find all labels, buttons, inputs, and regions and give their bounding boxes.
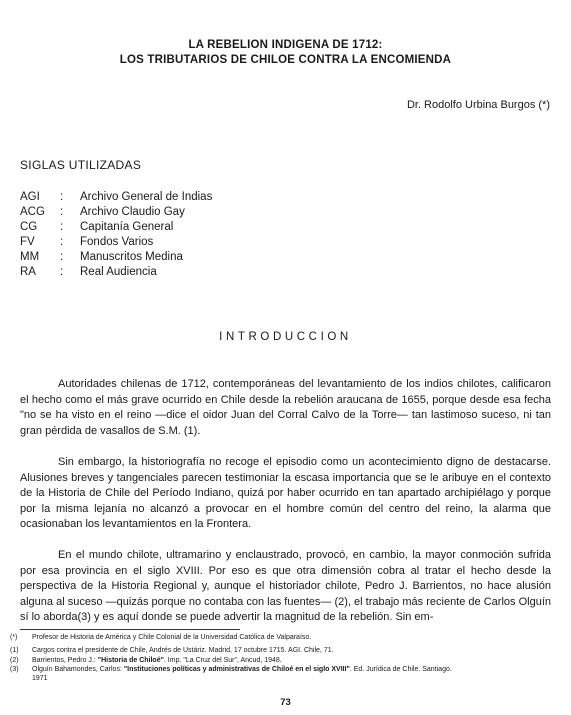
abbreviation-code: FV (20, 236, 35, 248)
footnote-title: "Instituciones políticas y administrativas de Chiloé en el siglo XVIII" (123, 666, 350, 673)
abbreviation-code: ACG (20, 206, 45, 218)
footnote-text: Barrientos, Pedro J.: (32, 657, 98, 664)
footnote-text-end: . Imp. "La Cruz del Sur", Ancud, 1948. (163, 657, 282, 664)
footnote-text: Olguín Bahamondes, Carlos: (32, 666, 124, 673)
footnote-text: Profesor de Historia de América y Chile Colonial de la Universidad Católica de Valparaíso. (32, 634, 312, 641)
footnote-divider (20, 629, 240, 630)
page-number: 73 (280, 697, 291, 708)
footnote-text: 1971 (32, 675, 48, 682)
body-paragraph: En el mundo chilote, ultramarino y enclaustrado, provocó, en cambio, la mayor conmoción sufrida por esa provincia en el siglo XVIII. Por eso es que otra dimensión cobra al tratar el hecho desde la perspectiva de la Historia Regional y, aunque el historiador chilote, Pedro J. Barrientos, no hace alusión alguna al suceso —quizás porque no contaba con las fuentes— (2), el trabajo más reciente de Carlos Olguín sí lo aborda(3) y es aquí donde se puede advertir la magnitud de la rebelión. Sin em- (20, 549, 551, 624)
footnote (10, 674, 555, 683)
abbreviation-description: Real Audiencia (80, 266, 157, 278)
abbreviation-colon: : (60, 251, 64, 263)
abbreviation-colon: : (60, 236, 64, 248)
abbreviation-code: AGI (20, 191, 40, 203)
section-heading: INTRODUCCION (219, 331, 352, 343)
abbreviation-description: Archivo General de Indias (80, 191, 213, 203)
footnote (10, 633, 555, 642)
author-name: Dr. Rodolfo Urbina Burgos (*) (406, 99, 550, 111)
title-line-1: LA REBELION INDIGENA DE 1712: (188, 39, 383, 51)
abbreviation-code: RA (20, 266, 36, 278)
siglas-heading: SIGLAS UTILIZADAS (20, 158, 142, 172)
abbreviation-colon: : (60, 266, 64, 278)
abbreviation-colon: : (60, 221, 64, 233)
abbreviation-colon: : (60, 206, 64, 218)
abbreviation-description: Fondos Varios (80, 236, 154, 248)
footnote (10, 656, 555, 665)
body-paragraph: Autoridades chilenas de 1712, contemporáneas del levantamiento de los indios chilotes, calificaron el hecho como el más grave ocurrido en Chile desde la rebelión araucana de 1655, porque desde esa fecha "no se ha visto en el reino —dice el oidor Juan del Corral Calvo de la Torre— tan lastimoso suceso, ni tan gran pérdida de vasallos de S.M. (1). (20, 378, 551, 437)
abbreviation-description: Archivo Claudio Gay (80, 206, 185, 218)
title-line-2: LOS TRIBUTARIOS DE CHILOE CONTRA LA ENCOMIENDA (119, 54, 452, 66)
footnote-mark: (1) (10, 647, 19, 654)
body-paragraph: Sin embargo, la historiografía no recoge el episodio como un acontecimiento digno de destacarse. Alusiones breves y tangenciales parecen testimoniar la escasa importancia que se le aribuye en el contexto de la Historia de Chile del Período Indiano, quizá por haber ocurrido en tan apartado archipiélago y porque por la misma lejanía no alcanzó a provocar en el hombre común del centro del reino, la alarma que ocasionaban los levantamientos en la Frontera. (20, 456, 551, 531)
abbreviation-description: Capitanía General (80, 221, 174, 233)
abbreviation-code: CG (20, 221, 38, 233)
footnote-title: "Historia de Chiloé" (97, 657, 164, 664)
footnote (10, 665, 555, 674)
footnote-mark: (3) (10, 666, 19, 673)
footnote-text: Cargos contra el presidente de Chile, Andrés de Ustáriz. Madrid, 17 octubre 1715. AGI. Chile, 71. (32, 647, 334, 654)
footnote (10, 646, 555, 655)
footnote-mark: (2) (10, 657, 19, 664)
abbreviation-code: MM (20, 251, 40, 263)
footnote-text-end: . Ed. Jurídica de Chile. Santiago. (349, 666, 452, 673)
abbreviation-description: Manuscritos Medina (80, 251, 183, 263)
abbreviation-colon: : (60, 191, 64, 203)
footnote-mark: (*) (10, 634, 18, 641)
